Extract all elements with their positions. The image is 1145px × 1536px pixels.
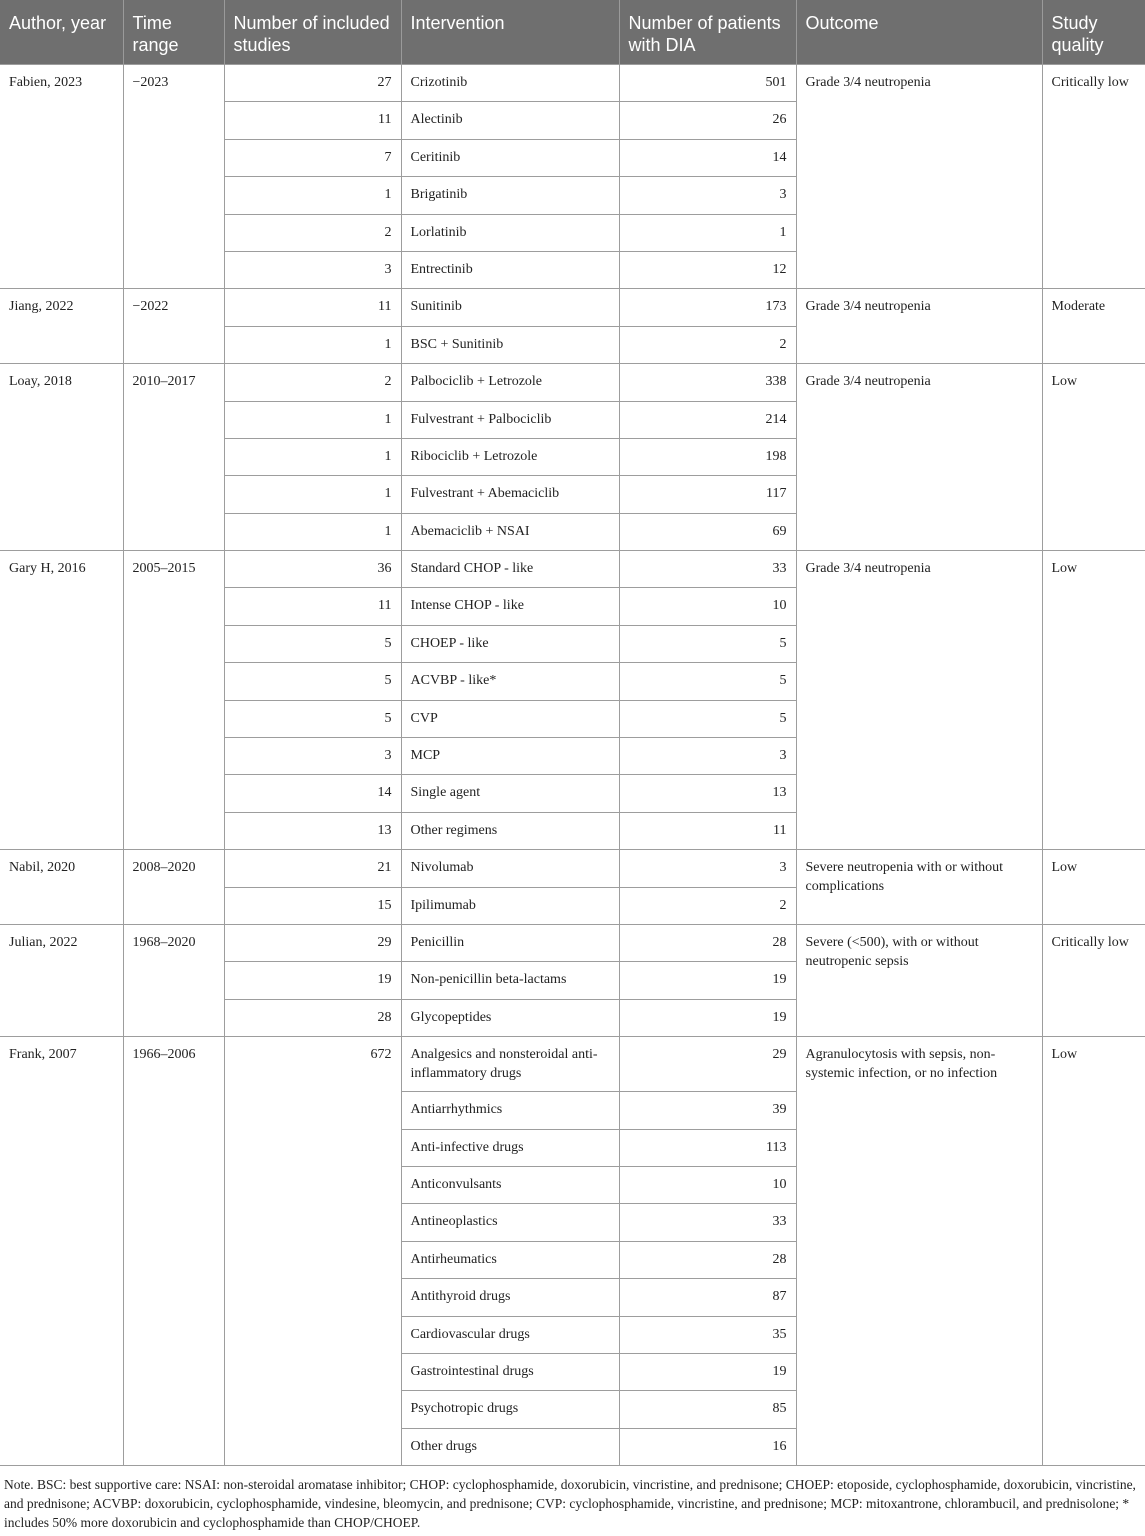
patients-cell: 2 [619, 887, 796, 924]
patients-cell: 16 [619, 1428, 796, 1465]
author-year-cell: Nabil, 2020 [0, 850, 123, 925]
table-row [0, 364, 1145, 401]
intervention-cell: Standard CHOP - like [401, 551, 619, 588]
intervention-cell: Glycopeptides [401, 999, 619, 1036]
time-range-cell: 2010–2017 [123, 364, 224, 551]
outcome-cell: Grade 3/4 neutropenia [796, 65, 1042, 289]
intervention-cell: Other drugs [401, 1428, 619, 1465]
intervention-cell: Psychotropic drugs [401, 1391, 619, 1428]
included-studies-cell: 15 [224, 887, 401, 924]
intervention-cell: Antithyroid drugs [401, 1279, 619, 1316]
included-studies-cell: 3 [224, 738, 401, 775]
intervention-cell: Anti-infective drugs [401, 1129, 619, 1166]
intervention-cell: Single agent [401, 775, 619, 812]
included-studies-cell: 3 [224, 251, 401, 288]
patients-cell: 19 [619, 1353, 796, 1390]
table-row [0, 850, 1145, 887]
patients-cell: 33 [619, 551, 796, 588]
intervention-cell: Fulvestrant + Abemaciclib [401, 476, 619, 513]
outcome-cell: Agranulocytosis with sepsis, non-systemic infection, or no infection [796, 1037, 1042, 1466]
included-studies-cell: 5 [224, 700, 401, 737]
intervention-cell: MCP [401, 738, 619, 775]
included-studies-cell: 5 [224, 663, 401, 700]
patients-cell: 19 [619, 962, 796, 999]
intervention-cell: Other regimens [401, 812, 619, 849]
intervention-cell: Fulvestrant + Palbociclib [401, 401, 619, 438]
intervention-cell: Nivolumab [401, 850, 619, 887]
patients-cell: 198 [619, 438, 796, 475]
intervention-cell: Antirheumatics [401, 1241, 619, 1278]
patients-cell: 3 [619, 738, 796, 775]
table-row [0, 551, 1145, 588]
patients-cell: 117 [619, 476, 796, 513]
patients-cell: 26 [619, 102, 796, 139]
intervention-cell: Antiarrhythmics [401, 1092, 619, 1129]
patients-cell: 5 [619, 625, 796, 662]
intervention-cell: ACVBP - like* [401, 663, 619, 700]
patients-cell: 39 [619, 1092, 796, 1129]
included-studies-cell: 11 [224, 588, 401, 625]
study-quality-cell: Critically low [1042, 924, 1145, 1036]
patients-cell: 19 [619, 999, 796, 1036]
intervention-cell: BSC + Sunitinib [401, 326, 619, 363]
column-header: Outcome [796, 0, 1042, 65]
time-range-cell: 2005–2015 [123, 551, 224, 850]
intervention-cell: Crizotinib [401, 65, 619, 102]
patients-cell: 214 [619, 401, 796, 438]
table-row [0, 924, 1145, 961]
column-header: Author, year [0, 0, 123, 65]
intervention-cell: Intense CHOP - like [401, 588, 619, 625]
intervention-cell: Lorlatinib [401, 214, 619, 251]
column-header: Study quality [1042, 0, 1145, 65]
intervention-cell: Ribociclib + Letrozole [401, 438, 619, 475]
table-header [0, 0, 1145, 65]
included-studies-cell: 7 [224, 139, 401, 176]
patients-cell: 338 [619, 364, 796, 401]
column-header: Time range [123, 0, 224, 65]
intervention-cell: Analgesics and nonsteroidal anti-inflammatory drugs [401, 1037, 619, 1092]
time-range-cell: 1966–2006 [123, 1037, 224, 1466]
included-studies-cell: 13 [224, 812, 401, 849]
author-year-cell: Jiang, 2022 [0, 289, 123, 364]
author-year-cell: Frank, 2007 [0, 1037, 123, 1466]
intervention-cell: Cardiovascular drugs [401, 1316, 619, 1353]
included-studies-cell: 1 [224, 177, 401, 214]
outcome-cell: Grade 3/4 neutropenia [796, 551, 1042, 850]
column-header: Number of patients with DIA [619, 0, 796, 65]
patients-cell: 5 [619, 700, 796, 737]
intervention-cell: Anticonvulsants [401, 1166, 619, 1203]
patients-cell: 5 [619, 663, 796, 700]
intervention-cell: Alectinib [401, 102, 619, 139]
patients-cell: 14 [619, 139, 796, 176]
table-row [0, 1037, 1145, 1092]
patients-cell: 29 [619, 1037, 796, 1092]
intervention-cell: Antineoplastics [401, 1204, 619, 1241]
patients-cell: 87 [619, 1279, 796, 1316]
table-note: Note. BSC: best supportive care: NSAI: non-steroidal aromatase inhibitor; CHOP: cyclophosphamide, doxorubicin, vincristine, and prednisone; CHOEP: etoposide, cyclophosphamide, doxorubicin, vincristine, and prednisone; ACVBP: doxorubicin, cyclophosphamide, vindesine, bleomycin, and prednisone; CVP: cyclophosphamide, vincristine, and prednisone; MCP: mitoxantrone, chlorambucil, and prednisolone; * includes 50% more doxorubicin and cyclophosphamide than CHOP/CHOEP. [4, 1477, 1136, 1531]
patients-cell: 10 [619, 1166, 796, 1203]
included-studies-cell: 2 [224, 214, 401, 251]
patients-cell: 12 [619, 251, 796, 288]
outcome-cell: Severe (<500), with or without neutropenic sepsis [796, 924, 1042, 1036]
included-studies-cell: 1 [224, 438, 401, 475]
included-studies-cell: 1 [224, 326, 401, 363]
outcome-cell: Grade 3/4 neutropenia [796, 364, 1042, 551]
intervention-cell: Sunitinib [401, 289, 619, 326]
included-studies-cell: 11 [224, 102, 401, 139]
included-studies-cell: 1 [224, 401, 401, 438]
intervention-cell: CHOEP - like [401, 625, 619, 662]
intervention-cell: Entrectinib [401, 251, 619, 288]
study-quality-cell: Moderate [1042, 289, 1145, 364]
included-studies-cell: 5 [224, 625, 401, 662]
patients-cell: 28 [619, 924, 796, 961]
intervention-cell: Non-penicillin beta-lactams [401, 962, 619, 999]
patients-cell: 501 [619, 65, 796, 102]
patients-cell: 173 [619, 289, 796, 326]
study-quality-cell: Low [1042, 850, 1145, 925]
intervention-cell: Gastrointestinal drugs [401, 1353, 619, 1390]
intervention-cell: Palbociclib + Letrozole [401, 364, 619, 401]
study-quality-cell: Critically low [1042, 65, 1145, 289]
included-studies-cell: 672 [224, 1037, 401, 1466]
author-year-cell: Gary H, 2016 [0, 551, 123, 850]
intervention-cell: Ipilimumab [401, 887, 619, 924]
patients-cell: 2 [619, 326, 796, 363]
included-studies-cell: 21 [224, 850, 401, 887]
study-quality-cell: Low [1042, 1037, 1145, 1466]
patients-cell: 3 [619, 850, 796, 887]
intervention-cell: Ceritinib [401, 139, 619, 176]
patients-cell: 28 [619, 1241, 796, 1278]
time-range-cell: −2023 [123, 65, 224, 289]
table-row [0, 65, 1145, 102]
patients-cell: 1 [619, 214, 796, 251]
author-year-cell: Julian, 2022 [0, 924, 123, 1036]
included-studies-cell: 28 [224, 999, 401, 1036]
patients-cell: 113 [619, 1129, 796, 1166]
study-quality-cell: Low [1042, 364, 1145, 551]
included-studies-cell: 1 [224, 513, 401, 550]
outcome-cell: Grade 3/4 neutropenia [796, 289, 1042, 364]
intervention-cell: Penicillin [401, 924, 619, 961]
patients-cell: 85 [619, 1391, 796, 1428]
intervention-cell: CVP [401, 700, 619, 737]
table-row [0, 289, 1145, 326]
column-header: Intervention [401, 0, 619, 65]
included-studies-cell: 36 [224, 551, 401, 588]
included-studies-cell: 19 [224, 962, 401, 999]
included-studies-cell: 29 [224, 924, 401, 961]
patients-cell: 33 [619, 1204, 796, 1241]
intervention-cell: Brigatinib [401, 177, 619, 214]
patients-cell: 35 [619, 1316, 796, 1353]
included-studies-cell: 14 [224, 775, 401, 812]
included-studies-cell: 27 [224, 65, 401, 102]
author-year-cell: Fabien, 2023 [0, 65, 123, 289]
included-studies-cell: 1 [224, 476, 401, 513]
table-body [0, 65, 1145, 1466]
author-year-cell: Loay, 2018 [0, 364, 123, 551]
study-quality-cell: Low [1042, 551, 1145, 850]
patients-cell: 10 [619, 588, 796, 625]
patients-cell: 11 [619, 812, 796, 849]
included-studies-cell: 11 [224, 289, 401, 326]
time-range-cell: 1968–2020 [123, 924, 224, 1036]
patients-cell: 69 [619, 513, 796, 550]
time-range-cell: 2008–2020 [123, 850, 224, 925]
intervention-cell: Abemaciclib + NSAI [401, 513, 619, 550]
patients-cell: 13 [619, 775, 796, 812]
column-header: Number of included studies [224, 0, 401, 65]
included-studies-cell: 2 [224, 364, 401, 401]
time-range-cell: −2022 [123, 289, 224, 364]
patients-cell: 3 [619, 177, 796, 214]
header-row [0, 0, 1145, 65]
outcome-cell: Severe neutropenia with or without complications [796, 850, 1042, 925]
